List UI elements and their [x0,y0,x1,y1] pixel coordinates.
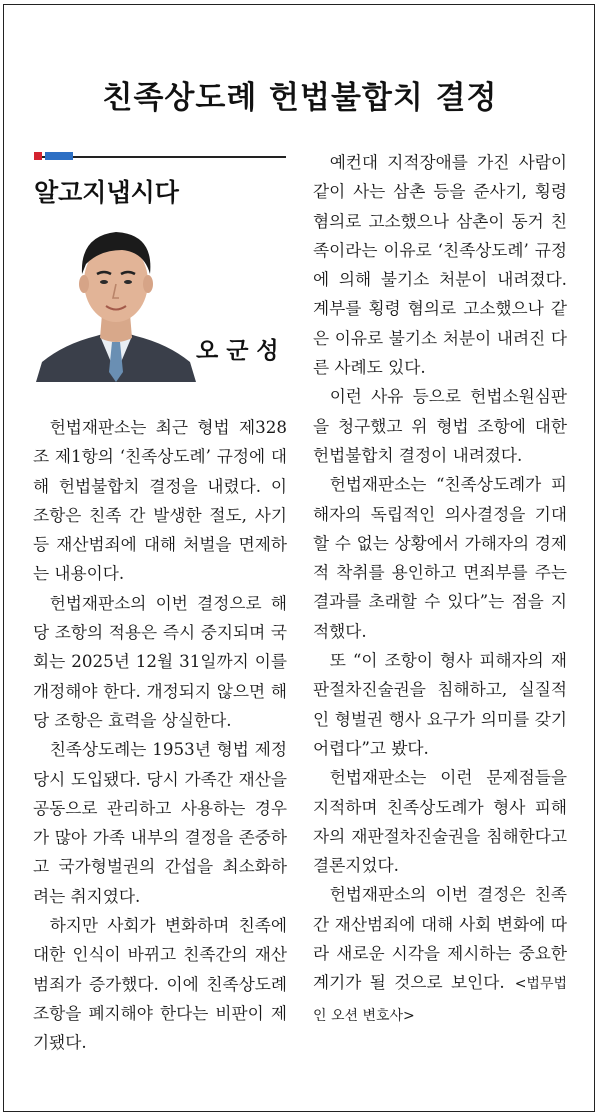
article-paragraph: 친족상도례는 1953년 형법 제정 당시 도입됐다. 당시 가족간 재산을 공동으로 관리하고 사용하는 경우가 많아 가족 내부의 결정을 존중하고 국가형벌권의 간섭을 최소화하려는 취지였다. [33,739,287,906]
last-paragraph-text: 헌법재판소의 이번 결정은 친족간 재산범죄에 대해 사회 변화에 따라 새로운 시각을 제시하는 중요한 계기가 될 것으로 보인다. [313,884,567,993]
column-mark-red [34,152,42,160]
headline: 친족상도례 헌법불합치 결정 [102,80,498,116]
column-mark-blue [45,152,73,160]
article-paragraph: 하지만 사회가 변화하며 친족에 대한 인식이 바뀌고 친족간의 재산범죄가 증가했다. 이에 친족상도례 조항을 폐지해야 한다는 비판이 제기됐다. [33,915,287,1053]
column-title: 알고지냅시다 [34,178,179,207]
article-paragraph: 헌법재판소는 최근 형법 제328조 제1항의 ‘친족상도례’ 규정에 대해 헌법불합치 결정을 내렸다. 이 조항은 친족 간 발생한 절도, 사기 등 재산범죄에 대해 처벌을 면제하는 내용이다. [33,417,287,584]
article-last-paragraph [313,880,567,1030]
byline: <법무법인 오션 변호사> [313,976,567,1024]
author-name: 오군성 [196,338,287,364]
article-paragraph: 예컨대 지적장애를 가진 사람이 같이 사는 삼촌 등을 준사기, 횡령 혐의로 고소했으나 삼촌이 동거 친족이라는 이유로 ‘친족상도례’ 규정에 의해 불기소 처분이 내려졌다. 계부를 횡령 혐의로 고소했으나 같은 이유로 불기소 처분이 내려진 다른 사례도 있다. [313,152,567,378]
right-column [313,148,567,1031]
article-paragraph: 이런 사유 등으로 헌법소원심판을 청구했고 위 형법 조항에 대한 헌법불합치 결정이 내려졌다. [313,386,567,465]
article-paragraph: 또 “이 조항이 형사 피해자의 재판절차진술권을 침해하고, 실질적인 형벌권 행사 요구가 의미를 갖기 어렵다”고 봤다. [313,650,567,758]
article-paragraph: 헌법재판소는 “친족상도례가 피해자의 독립적인 의사결정을 기대할 수 없는 상황에서 가해자의 경제적 착취를 용인하고 면죄부를 주는 결과를 초래할 수 있다”는 점을 지적했다. [313,474,567,641]
article-paragraph: 헌법재판소는 이런 문제점들을 지적하며 친족상도례가 형사 피해자의 재판절차진술권을 침해한다고 결론지었다. [313,767,567,876]
article-paragraph: 헌법재판소의 이번 결정으로 해당 조항의 적용은 즉시 중지되며 국회는 2025년 12월 31일까지 이를 개정해야 한다. 개정되지 않으면 해당 조항은 효력을 상실한다. [33,592,287,730]
left-column [33,413,287,1058]
